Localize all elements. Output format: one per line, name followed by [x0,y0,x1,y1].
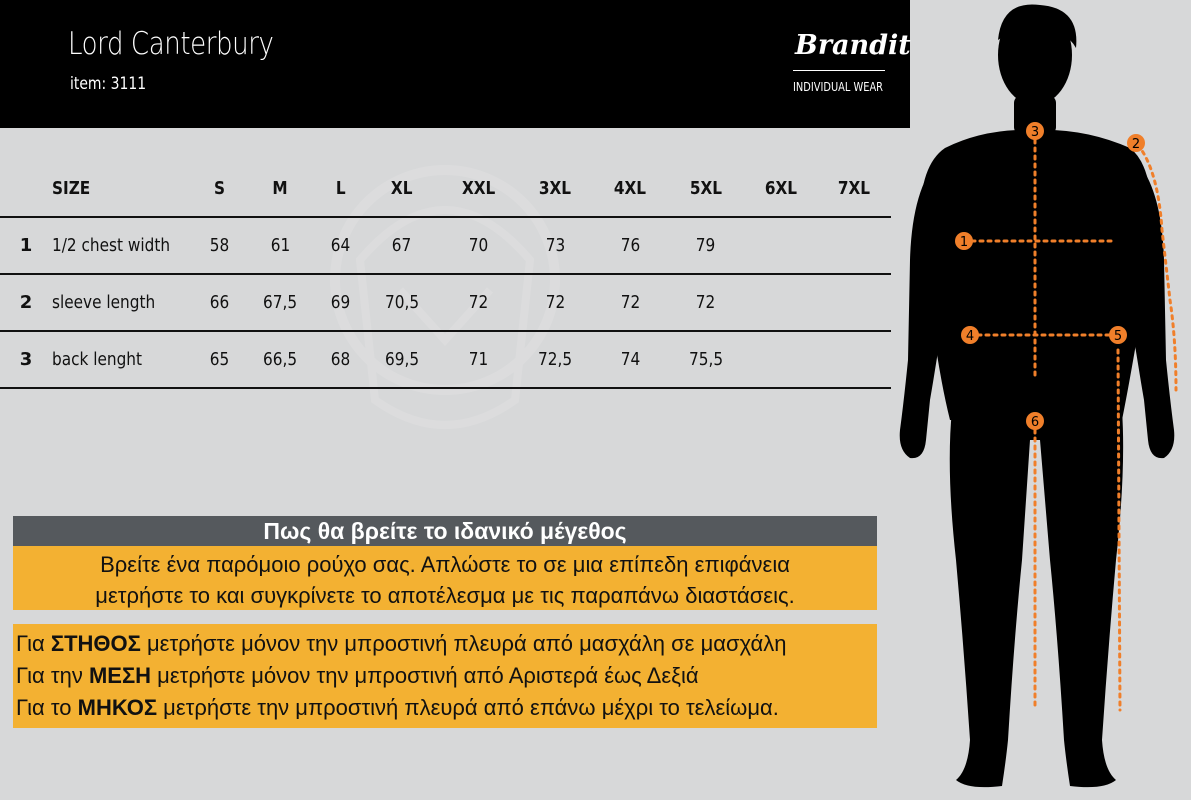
table-header-cell: XXL [441,160,517,217]
table-cell: 68 [319,331,363,388]
instructions-heading: Πως θα βρείτε το ιδανικό μέγεθος [13,516,877,546]
marker-6 [1026,412,1044,430]
table-cell: 79 [667,217,744,274]
table-cell: 71 [441,331,517,388]
table-cell: 69 [319,274,363,331]
table-cell: 74 [594,331,667,388]
table-cell [818,217,891,274]
instructions-line-1: Βρείτε ένα παρόμοιο ρούχο σας. Απλώστε το σε μια επίπεδη επιφάνεια [100,552,790,577]
marker-6-label: 6 [1030,415,1040,430]
table-header-row [0,160,891,217]
table-cell: 58 [197,217,241,274]
table-cell: 76 [594,217,667,274]
marker-3-label: 3 [1030,125,1040,140]
row-label: back lenght [52,331,197,388]
item-number: item: 3111 [70,74,147,94]
table-cell [818,331,891,388]
table-cell: 75,5 [667,331,744,388]
table-cell [745,274,818,331]
brand-logo: Brandit [795,30,911,61]
table-cell: 73 [516,217,593,274]
table-header-cell: M [241,160,318,217]
table-cell: 72 [594,274,667,331]
marker-4 [961,326,979,344]
chest-instruction: Για ΣΤΗΘΟΣ μετρήστε μόνον την μπροστινή πλευρά από μασχάλη σε μασχάλη [16,631,787,656]
instructions-measurements [13,624,877,728]
table-cell: 70,5 [363,274,440,331]
table-header-cell: 4XL [594,160,667,217]
body-silhouette [900,4,1175,787]
table-row [0,274,891,331]
marker-4-label: 4 [965,329,975,344]
table-cell: 70 [441,217,517,274]
header-bar [0,0,910,128]
table-header-index [0,160,52,217]
instructions-general [13,546,877,610]
table-cell: 72 [516,274,593,331]
marker-1-label: 1 [959,235,969,250]
table-cell: 72 [441,274,517,331]
table-cell: 66,5 [241,331,318,388]
row-label: sleeve length [52,274,197,331]
table-header-cell: 5XL [667,160,744,217]
instructions-line-2: μετρήστε το και συγκρίνετε το αποτέλεσμα με τις παραπάνω διαστάσεις. [95,583,795,608]
table-row [0,331,891,388]
marker-3 [1026,122,1044,140]
row-label: 1/2 chest width [52,217,197,274]
table-cell: 64 [319,217,363,274]
brand-logo-divider [793,70,885,71]
table-cell: 65 [197,331,241,388]
table-header-cell: S [197,160,241,217]
table-cell: 72,5 [516,331,593,388]
table-cell: 72 [667,274,744,331]
table-cell: 67 [363,217,440,274]
product-title: Lord Canterbury [68,26,274,62]
table-header-cell: XL [363,160,440,217]
waist-instruction: Για την ΜΕΣΗ μετρήστε μόνον την μπροστινή από Αριστερά έως Δεξιά [16,663,699,688]
marker-1 [955,232,973,250]
marker-2-label: 2 [1131,137,1141,152]
table-cell [745,217,818,274]
marker-5 [1109,326,1127,344]
brand-tagline: INDIVIDUAL WEAR [793,80,884,94]
table-header-cell: SIZE [52,160,197,217]
table-cell: 66 [197,274,241,331]
table-cell: 61 [241,217,318,274]
row-index: 2 [0,274,52,331]
table-header-cell: 6XL [745,160,818,217]
body-silhouette-figure [890,0,1191,800]
table-row [0,217,891,274]
row-index: 3 [0,331,52,388]
size-chart-table [0,160,891,389]
table-cell: 69,5 [363,331,440,388]
table-cell [818,274,891,331]
table-header-cell: L [319,160,363,217]
sizing-instructions [13,516,877,728]
row-index: 1 [0,217,52,274]
table-header-cell: 3XL [516,160,593,217]
table-cell: 67,5 [241,274,318,331]
table-cell [745,331,818,388]
table-header-cell: 7XL [818,160,891,217]
length-instruction: Για το ΜΗΚΟΣ μετρήστε την μπροστινή πλευρά από επάνω μέχρι το τελείωμα. [16,695,779,720]
marker-2 [1127,134,1145,152]
marker-5-label: 5 [1113,329,1123,344]
